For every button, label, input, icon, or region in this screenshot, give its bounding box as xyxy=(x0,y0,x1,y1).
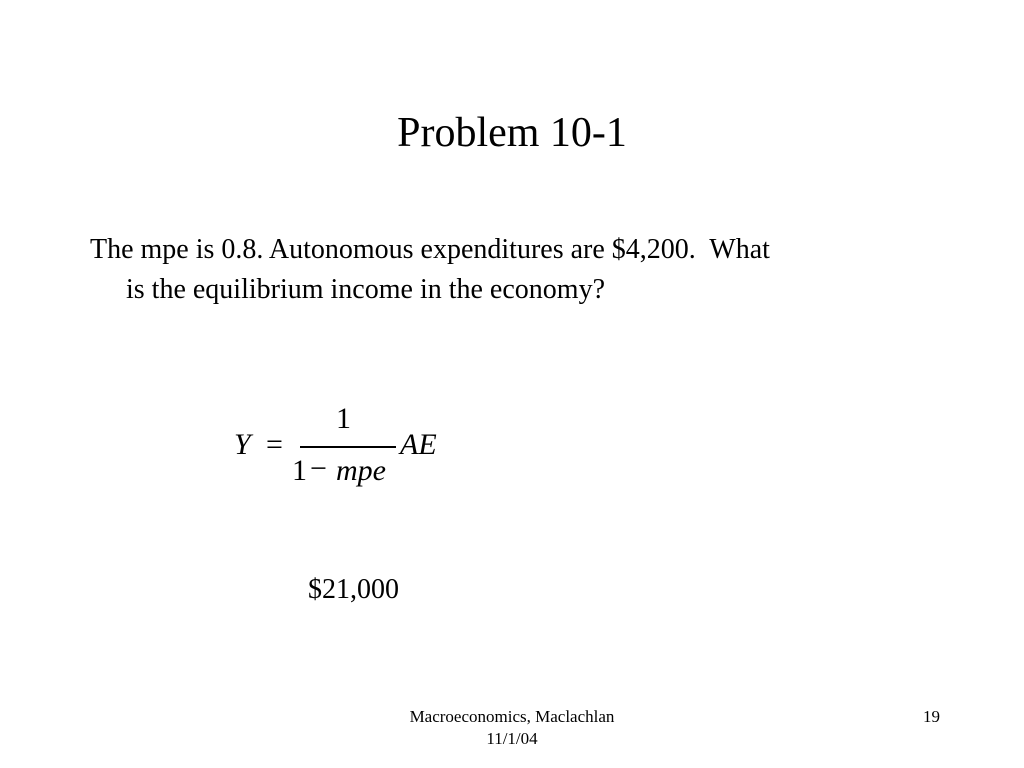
problem-text xyxy=(90,230,950,310)
slide-title: Problem 10-1 xyxy=(397,110,627,156)
formula-numerator: 1 xyxy=(336,402,351,435)
fraction-bar xyxy=(300,446,396,448)
formula-lhs: Y xyxy=(234,428,251,461)
formula-minus-sign: − xyxy=(310,452,327,485)
footer-info xyxy=(340,706,684,750)
formula-denominator-one: 1 xyxy=(292,454,307,487)
page-number: 19 xyxy=(923,707,940,726)
problem-text-line-1: The mpe is 0.8. Autonomous expenditures are $4,200. What xyxy=(90,234,770,265)
formula-denominator-variable: mpe xyxy=(336,454,386,487)
formula-equals-sign: = xyxy=(266,428,283,461)
footer-course: Macroeconomics, Maclachlan xyxy=(409,707,615,726)
footer-date: 11/1/04 xyxy=(486,729,538,748)
multiplier-formula xyxy=(232,400,462,500)
formula-rhs: AE xyxy=(400,428,437,461)
answer-value: $21,000 xyxy=(308,574,399,605)
problem-text-line-2: is the equilibrium income in the economy? xyxy=(126,274,605,305)
